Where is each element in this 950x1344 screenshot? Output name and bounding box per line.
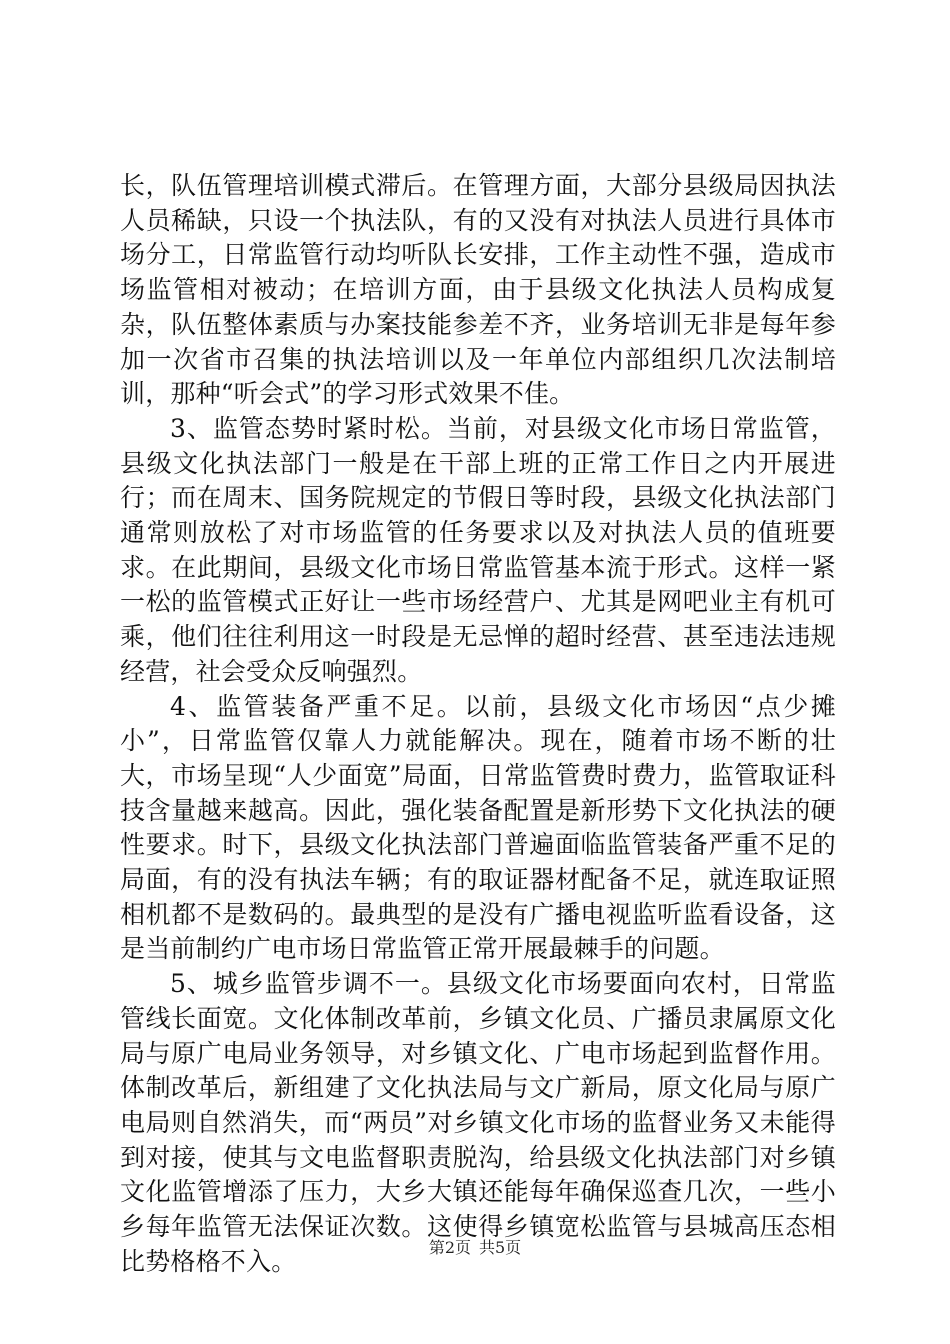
paragraph-5-urban-rural-supervision: 5、城乡监管步调不一。县级文化市场要面向农村，日常监管线长面宽。文化体制改革前，乡镇文化员、广播员隶属原文化局与原广电局业务领导，对乡镇文化、广电市场起到监督作用。体制改革后，新组建了文化执法局与文广新局，原文化局与原广电局则自然消失，而“两员”对乡镇文化市场的监督业务又未能得到对接，使其与文电监督职责脱沟，给县级文化执法部门对乡镇文化监管增添了压力，大乡大镇还能每年确保巡查几次，一些小乡每年监管无法保证次数。这使得乡镇宽松监管与县城高压态相比势格格不入。	[120, 969, 836, 1276]
document-body	[120, 169, 836, 1280]
paragraph-3-supervision-posture: 3、监管态势时紧时松。当前，对县级文化市场日常监管，县级文化执法部门一般是在干部上班的正常工作日之内开展进行；而在周末、国务院规定的节假日等时段，县级文化执法部门通常则放松了对市场监管的任务要求以及对执法人员的值班要求。在此期间，县级文化市场日常监管基本流于形式。这样一紧一松的监管模式正好让一些市场经营户、尤其是网吧业主有机可乘，他们往往利用这一时段是无忌惮的超时经营、甚至违法违规经营，社会受众反响强烈。	[120, 413, 836, 686]
page-number: 第2页	[428, 1238, 471, 1257]
paragraph-4-equipment-shortage: 4、监管装备严重不足。以前，县级文化市场因“点少摊小”，日常监管仅靠人力就能解决。现在，随着市场不断的壮大，市场呈现“人少面宽”局面，日常监管费时费力，监管取证科技含量越来越高。因此，强化装备配置是新形势下文化执法的硬性要求。时下，县级文化执法部门普遍面临监管装备严重不足的局面，有的没有执法车辆；有的取证器材配备不足，就连取证照相机都不是数码的。最典型的是没有广播电视监听监看设备，这是当前制约广电市场日常监管正常开展最棘手的问题。	[120, 691, 836, 964]
page-total: 共5页	[479, 1238, 522, 1257]
page-footer	[0, 1238, 950, 1258]
paragraph-continuation: 长，队伍管理培训模式滞后。在管理方面，大部分县级局因执法人员稀缺，只设一个执法队，有的又没有对执法人员进行具体市场分工，日常监管行动均听队长安排，工作主动性不强，造成市场监管相对被动；在培训方面，由于县级文化执法人员构成复杂，队伍整体素质与办案技能参差不齐，业务培训无非是每年参加一次省市召集的执法培训以及一年单位内部组织几次法制培训，那种“听会式”的学习形式效果不佳。	[120, 171, 836, 409]
